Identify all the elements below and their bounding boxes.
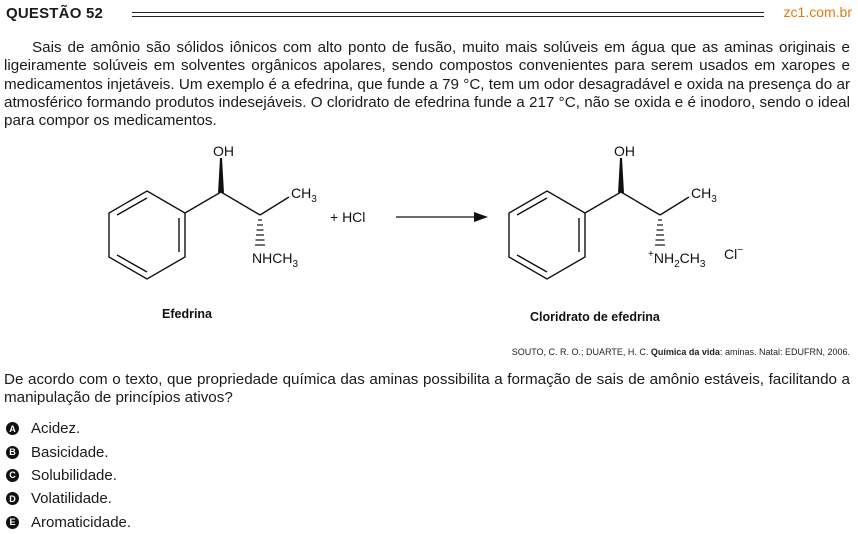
option-e[interactable] bbox=[6, 511, 131, 534]
benzene-ring-right bbox=[509, 191, 585, 279]
amine-label-left: $NHCH_3$ bbox=[252, 250, 299, 270]
hash-bond-left bbox=[255, 220, 265, 245]
ch3-label-left: $CH_3$ bbox=[291, 185, 317, 205]
option-c-text: Solubilidade. bbox=[31, 466, 117, 484]
benzene-ring-left bbox=[109, 191, 185, 279]
option-b[interactable] bbox=[6, 440, 131, 463]
hash-bond-right bbox=[655, 220, 665, 245]
reaction-arrow bbox=[396, 212, 488, 222]
hcl-reagent: + HCl bbox=[330, 209, 366, 225]
wedge-bond-left bbox=[218, 158, 224, 193]
ammonium-label: $^+NH_2CH_3$ bbox=[648, 249, 706, 270]
option-a-badge: A bbox=[6, 422, 19, 435]
option-b-text: Basicidade. bbox=[31, 443, 109, 461]
question-header bbox=[6, 4, 852, 24]
chloride-label: Cl− bbox=[724, 245, 744, 262]
option-c-badge: C bbox=[6, 469, 19, 482]
option-e-text: Aromaticidade. bbox=[31, 513, 132, 531]
oh-label-right: OH bbox=[614, 143, 635, 159]
option-e-badge: E bbox=[6, 516, 19, 529]
option-c[interactable] bbox=[6, 464, 131, 487]
question-stem: De acordo com o texto, que propriedade química das aminas possibilita a formação de sais de amônio estáveis, facilitando a manipulação de princípios ativos? bbox=[4, 371, 850, 407]
header-rule bbox=[132, 12, 764, 17]
intro-paragraph: Sais de amônio são sólidos iônicos com alto ponto de fusão, muito mais solúveis em água que as aminas originais e ligeiramente solúveis em solventes orgânicos apolares, sendo compostos convenientes para serem usados em xaropes e medicamentos injetáveis. Um exemplo é a efedrina, que funde a 79 °C, tem um odor desagradável e oxida na presença do ar atmosférico formando produtos indesejáveis. O cloridrato de efedrina funde a 217 °C, não se oxida e é inodoro, sendo o ideal para compor os medicamentos. bbox=[4, 39, 850, 130]
cloridrato-name: Cloridrato de efedrina bbox=[530, 310, 660, 324]
option-d-badge: D bbox=[6, 492, 19, 505]
option-a[interactable] bbox=[6, 417, 131, 440]
wedge-bond-right bbox=[618, 158, 624, 193]
option-b-badge: B bbox=[6, 446, 19, 459]
reaction-scheme bbox=[0, 136, 858, 336]
oh-label-left: OH bbox=[213, 143, 234, 159]
question-number: QUESTÃO 52 bbox=[6, 5, 104, 22]
option-d[interactable] bbox=[6, 487, 131, 510]
ch3-label-right: $CH_3$ bbox=[691, 185, 717, 205]
site-watermark[interactable]: zc1.com.br bbox=[783, 4, 852, 20]
option-d-text: Volatilidade. bbox=[31, 490, 112, 508]
efedrina-name: Efedrina bbox=[162, 307, 213, 321]
source-citation: SOUTO, C. R. O.; DUARTE, H. C. Química da vida: aminas. Natal: EDUFRN, 2006. bbox=[511, 347, 850, 357]
option-a-text: Acidez. bbox=[31, 420, 81, 438]
answer-options bbox=[6, 417, 131, 534]
